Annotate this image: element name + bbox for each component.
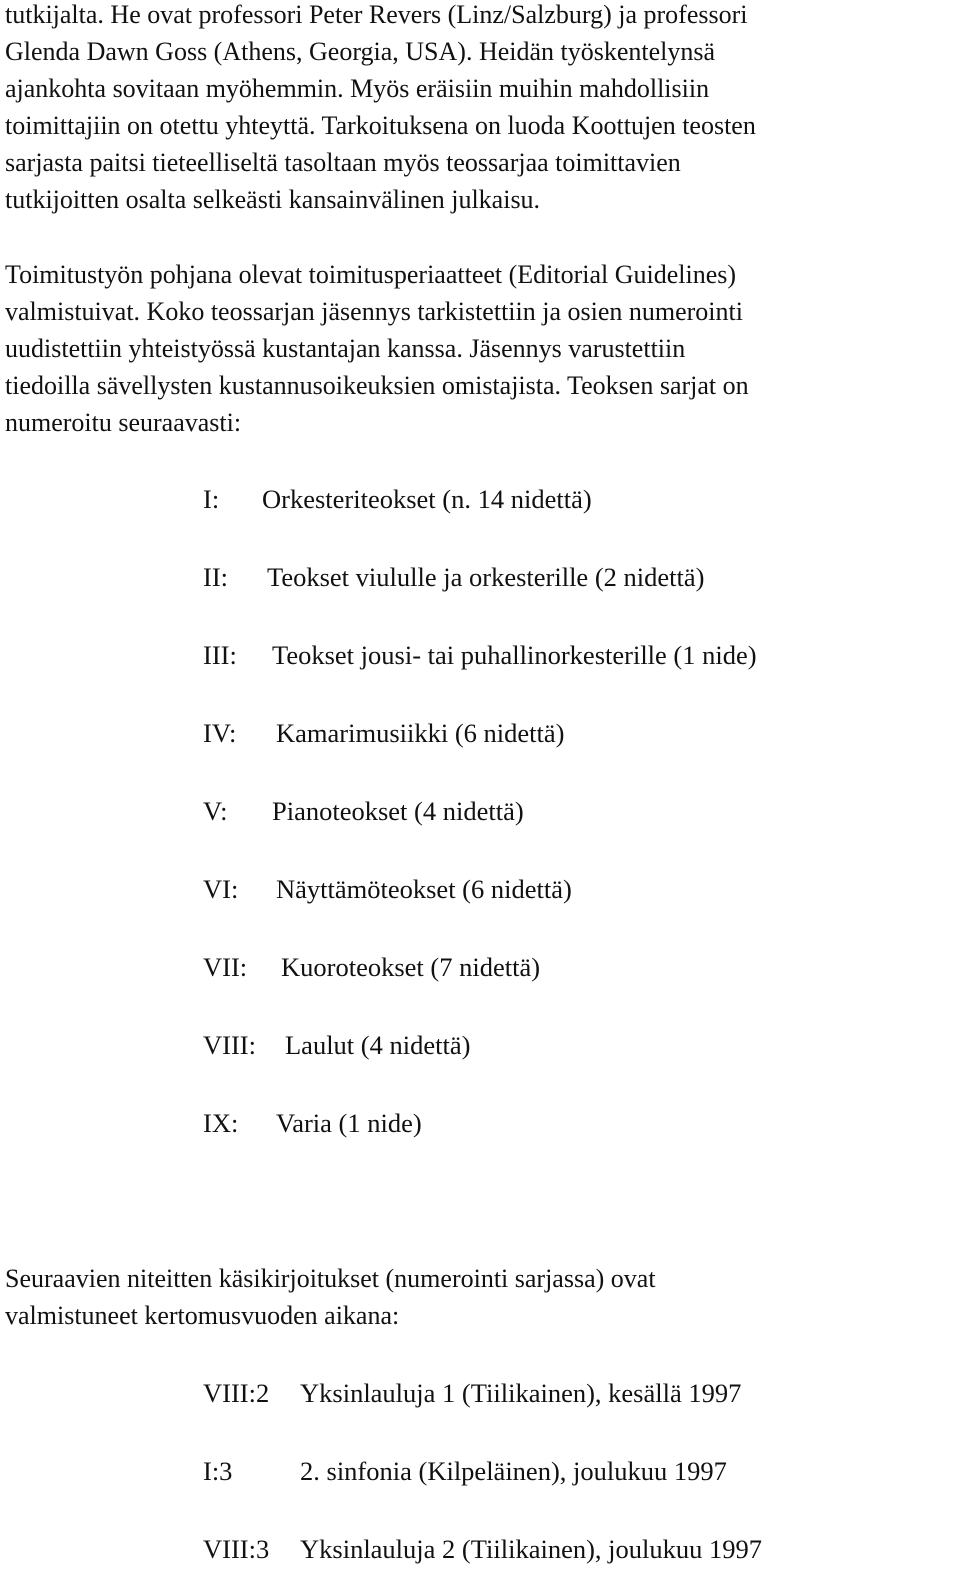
series-title: Kuoroteokset (7 nidettä)	[281, 952, 541, 982]
series-number: V:	[203, 796, 228, 826]
series-title: Kamarimusiikki (6 nidettä)	[276, 718, 565, 748]
text-line: tutkijoitten osalta selkeästi kansainvälinen julkaisu.	[5, 185, 541, 214]
paragraph-editors	[5, 0, 955, 218]
text-line: toimittajiin on otettu yhteyttä. Tarkoituksena on luoda Koottujen teosten	[5, 111, 756, 140]
manuscript-code: VIII:2	[203, 1378, 270, 1408]
manuscript-description: Yksinlauluja 1 (Tiilikainen), kesällä 1997	[300, 1378, 742, 1408]
text-line: tiedoilla sävellysten kustannusoikeuksien omistajista. Teoksen sarjat on	[5, 371, 749, 400]
series-title: Orkesteriteokset (n. 14 nidettä)	[262, 484, 592, 514]
series-number: IX:	[203, 1108, 239, 1138]
manuscript-code: VIII:3	[203, 1534, 270, 1564]
manuscript-code: I:3	[203, 1456, 233, 1486]
text-line: Glenda Dawn Goss (Athens, Georgia, USA). Heidän työskentelynsä	[5, 37, 716, 66]
series-number: III:	[203, 640, 237, 670]
text-line: valmistuneet kertomusvuoden aikana:	[5, 1301, 400, 1330]
paragraph-manuscripts-intro	[5, 1260, 955, 1334]
series-number: IV:	[203, 718, 237, 748]
manuscript-description: Yksinlauluja 2 (Tiilikainen), joulukuu 1997	[300, 1534, 763, 1564]
text-line: sarjasta paitsi tieteelliseltä tasoltaan myös teossarjaa toimittavien	[5, 148, 681, 177]
text-line: ajankohta sovitaan myöhemmin. Myös eräisiin muihin mahdollisiin	[5, 74, 710, 103]
text-line: valmistuivat. Koko teossarjan jäsennys tarkistettiin ja osien numerointi	[5, 297, 743, 326]
series-title: Teokset jousi- tai puhallinorkesterille (1 nide)	[272, 640, 757, 670]
paragraph-guidelines	[5, 256, 955, 441]
series-title: Pianoteokset (4 nidettä)	[272, 796, 524, 826]
series-number: VII:	[203, 952, 248, 982]
text-line: tutkijalta. He ovat professori Peter Revers (Linz/Salzburg) ja professori	[5, 0, 748, 29]
text-line: Seuraavien niteitten käsikirjoitukset (numerointi sarjassa) ovat	[5, 1264, 656, 1293]
series-title: Laulut (4 nidettä)	[285, 1030, 471, 1060]
text-line: uudistettiin yhteistyössä kustantajan kanssa. Jäsennys varustettiin	[5, 334, 686, 363]
text-line: numeroitu seuraavasti:	[5, 408, 242, 437]
series-number: II:	[203, 562, 229, 592]
manuscript-description: 2. sinfonia (Kilpeläinen), joulukuu 1997	[300, 1456, 727, 1486]
series-title: Näyttämöteokset (6 nidettä)	[276, 874, 572, 904]
text-line: Toimitustyön pohjana olevat toimitusperiaatteet (Editorial Guidelines)	[5, 260, 737, 289]
series-number: VIII:	[203, 1030, 256, 1060]
series-title: Varia (1 nide)	[276, 1108, 422, 1138]
series-title: Teokset viululle ja orkesterille (2 nidettä)	[267, 562, 705, 592]
series-number: VI:	[203, 874, 239, 904]
series-number: I:	[203, 484, 220, 514]
